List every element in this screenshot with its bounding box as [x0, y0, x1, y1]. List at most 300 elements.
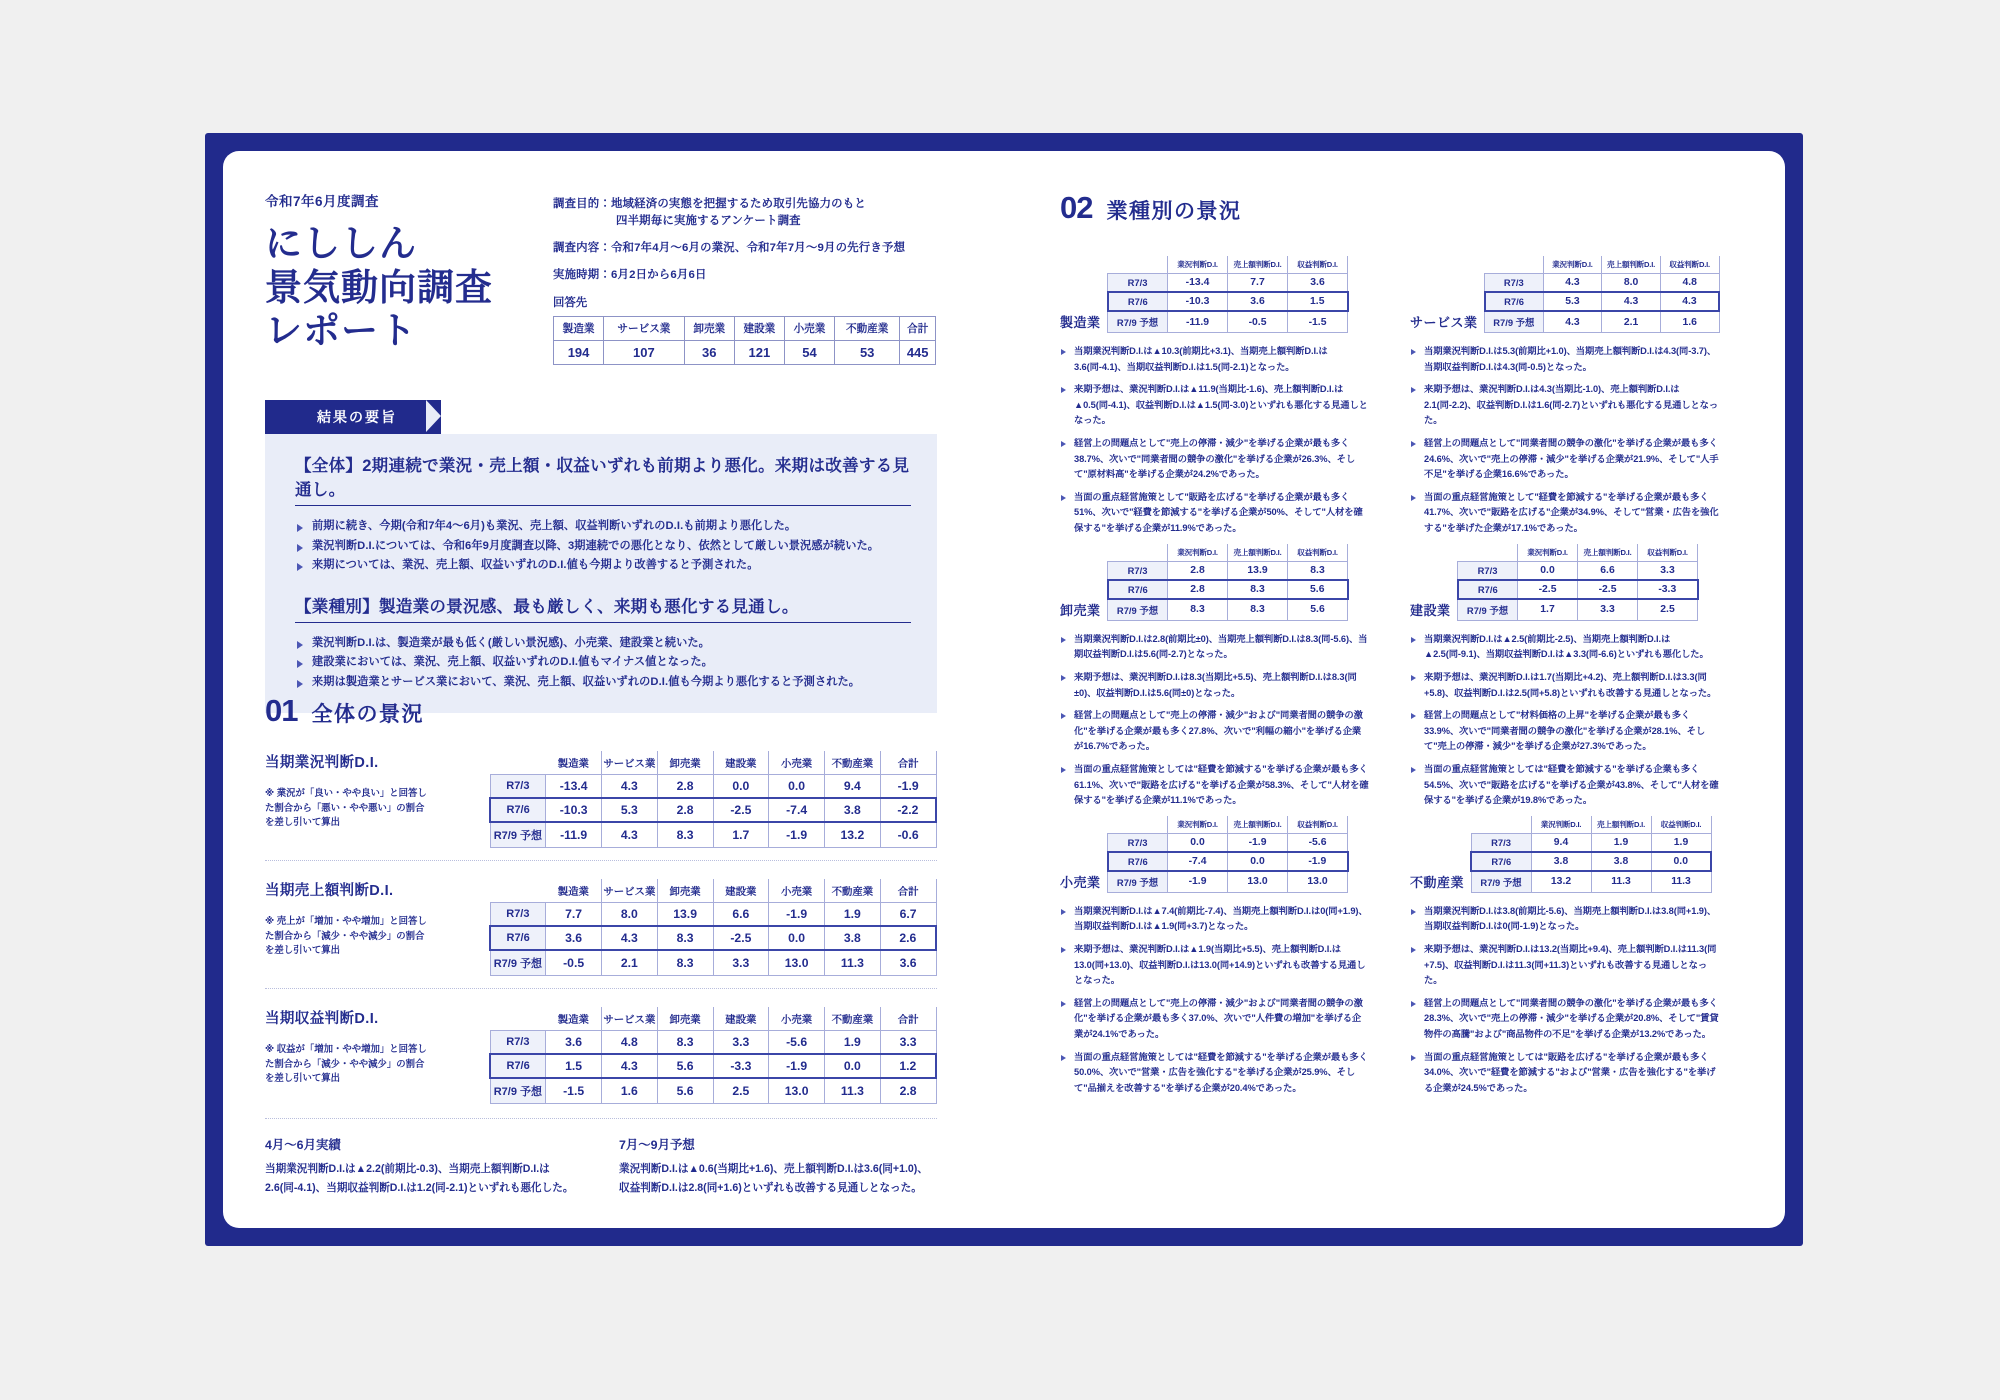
respondents-header-cell: 建設業 — [734, 317, 784, 341]
commentary-actual-heading: 4月～6月実績 — [265, 1138, 341, 1152]
industry-row-label: R7/3 — [1458, 561, 1518, 580]
industry-column-header: 収益判断D.I. — [1660, 256, 1719, 274]
industry-bullet: 当期業況判断D.I.は▲10.3(前期比+3.1)、当期売上額判断D.I.は3.6(同-4.1)、当期収益判断D.I.は1.5(同-2.1)となった。 — [1060, 344, 1370, 375]
di-row — [490, 1054, 936, 1078]
di-row-label: R7/6 — [490, 1054, 546, 1078]
industry-cell: 9.4 — [1531, 833, 1591, 852]
industry-cell: -0.5 — [1228, 311, 1288, 333]
di-cell: 8.3 — [657, 822, 713, 848]
industry-table — [1107, 816, 1349, 893]
summary-ribbon-label: 結果の要旨 — [265, 400, 441, 434]
di-column-header: 小売業 — [769, 1007, 825, 1031]
industry-row-label: R7/6 — [1108, 852, 1168, 871]
di-cell: -1.9 — [769, 822, 825, 848]
di-row — [490, 950, 936, 976]
industry-cell: 6.6 — [1578, 561, 1638, 580]
di-cell: 3.8 — [825, 798, 881, 822]
di-cell: 8.3 — [657, 926, 713, 950]
respondents-value-cell: 194 — [554, 341, 604, 365]
di-cell: 0.0 — [769, 926, 825, 950]
industry-header-row — [1410, 816, 1720, 893]
industry-column-header: 業況判断D.I. — [1518, 544, 1578, 562]
industry-header-row — [1410, 544, 1720, 621]
respondents-header-row — [554, 317, 936, 341]
di-cell: 0.0 — [769, 775, 825, 799]
summary-bullet: 来期については、業況、売上額、収益いずれのD.I.値も今期より改善すると予測された。 — [295, 556, 911, 576]
industry-cell: 0.0 — [1518, 561, 1578, 580]
industry-bullet: 当面の重点経営施策としては"経費を節減する"を挙げる企業が最も多く61.1%、次いで"販路を広げる"を挙げる企業が58.3%、そして"人材を確保する"を挙げる企業が11.1%であった。 — [1060, 762, 1370, 809]
industry-header-cells — [1458, 544, 1698, 562]
summary-bullets-byindustry — [295, 634, 911, 693]
di-row — [490, 822, 936, 848]
di-column-header: 製造業 — [546, 751, 602, 775]
industry-cell: -3.3 — [1638, 580, 1698, 599]
industry-row — [1458, 599, 1698, 621]
industry-column-header: 業況判断D.I. — [1168, 256, 1228, 274]
industry-header-cells — [1485, 256, 1719, 274]
report-title-line3: レポート — [265, 310, 417, 352]
respondents-header-cell: サービス業 — [604, 317, 685, 341]
di-cell: 1.2 — [880, 1054, 936, 1078]
di-column-header: 合計 — [880, 1007, 936, 1031]
industry-cell: 0.0 — [1168, 833, 1228, 852]
industry-cell: -1.9 — [1288, 852, 1348, 871]
industry-block — [1410, 544, 1720, 816]
di-column-header: 卸売業 — [657, 1007, 713, 1031]
industry-cell: 4.3 — [1660, 292, 1719, 311]
industry-row — [1108, 292, 1348, 311]
industry-cell: 13.0 — [1228, 871, 1288, 893]
di-cell: 13.0 — [769, 950, 825, 976]
industry-cell: 4.3 — [1543, 311, 1602, 333]
di-cell: 5.6 — [657, 1078, 713, 1104]
industry-row-label: R7/9 予想 — [1108, 599, 1168, 621]
commentary-forecast-body: 業況判断D.I.は▲0.6(当期比+1.6)、売上額判断D.I.は3.6(同+1.0)、収益判断D.I.は2.8(同+1.6)といずれも改善する見通しとなった。 — [619, 1163, 928, 1194]
di-cell: 0.0 — [825, 1054, 881, 1078]
industry-table — [1107, 544, 1349, 621]
industry-corner-cell — [1471, 816, 1531, 834]
industry-block — [1410, 816, 1720, 1104]
di-cell: 8.0 — [602, 903, 658, 927]
industry-cell: 3.3 — [1578, 599, 1638, 621]
summary-box — [265, 434, 937, 713]
di-cell: 5.3 — [602, 798, 658, 822]
di-cell: -3.3 — [713, 1054, 769, 1078]
industry-table — [1470, 816, 1712, 893]
industry-column-header: 業況判断D.I. — [1531, 816, 1591, 834]
di-column-header: 合計 — [880, 751, 936, 775]
industry-block — [1060, 544, 1370, 816]
industry-row — [1485, 274, 1719, 293]
industry-cell: -11.9 — [1168, 311, 1228, 333]
di-row-label: R7/3 — [490, 1031, 546, 1055]
di-cell: 3.6 — [880, 950, 936, 976]
industry-name: サービス業 — [1410, 315, 1478, 330]
di-tables-container — [265, 751, 937, 1104]
respondents-header-cell: 製造業 — [554, 317, 604, 341]
industry-column-header: 売上額判断D.I. — [1578, 544, 1638, 562]
industry-bullet: 来期予想は、業況判断D.I.は▲1.9(当期比+5.5)、売上額判断D.I.は13.0(同+13.0)、収益判断D.I.は13.0(同+14.9)といずれも改善する見通しとなった。 — [1060, 942, 1370, 989]
respondents-value-cell: 54 — [784, 341, 834, 365]
industry-bullet: 経営上の問題点として"売上の停滞・減少"を挙げる企業が最も多く38.7%、次いで"同業者間の競争の激化"を挙げる企業が26.3%、そして"原材料高"を挙げる企業が24.2%であった。 — [1060, 436, 1370, 483]
section-01 — [265, 693, 937, 1197]
di-table-note: ※ 業況が「良い・やや良い」と回答した割合から「悪い・やや悪い」の割合を差し引いて算出 — [265, 787, 427, 828]
respondents-value-cell: 121 — [734, 341, 784, 365]
commentary-forecast-heading: 7月～9月予想 — [619, 1138, 695, 1152]
industry-row-label: R7/3 — [1108, 561, 1168, 580]
section-01-number: 01 — [265, 693, 298, 728]
di-column-header: サービス業 — [602, 1007, 658, 1031]
industry-column-header: 収益判断D.I. — [1638, 544, 1698, 562]
industry-cell: -1.5 — [1288, 311, 1348, 333]
industry-row — [1108, 561, 1348, 580]
industry-header-row — [1060, 816, 1370, 893]
divider-dotted — [265, 860, 937, 861]
di-cell: -13.4 — [546, 775, 602, 799]
industry-bullet: 来期予想は、業況判断D.I.は1.7(当期比+4.2)、売上額判断D.I.は3.3(同+5.8)、収益判断D.I.は2.5(同+5.8)といずれも改善する見通しとなった。 — [1410, 670, 1720, 701]
industry-cell: 8.0 — [1602, 274, 1661, 293]
industry-header-row — [1410, 256, 1720, 333]
di-cell: 3.8 — [825, 926, 881, 950]
industry-corner-cell — [1108, 544, 1168, 562]
industry-header-cells — [1108, 544, 1348, 562]
industry-bullet: 経営上の問題点として"同業者間の競争の激化"を挙げる企業が最も多く28.3%、次いで"売上の停滞・減少"を挙げる企業が20.8%、そして"賃貸物件の高騰"および"商品物件の不足"を挙げる企業が13.2%であった。 — [1410, 996, 1720, 1043]
di-cell: 4.3 — [602, 1054, 658, 1078]
di-cell: 1.9 — [825, 903, 881, 927]
industry-cell: -10.3 — [1168, 292, 1228, 311]
industry-cell: 8.3 — [1168, 599, 1228, 621]
industry-name: 小売業 — [1060, 874, 1101, 890]
industry-column-header: 収益判断D.I. — [1651, 816, 1711, 834]
industry-grid — [1060, 256, 1720, 1104]
industry-row — [1471, 852, 1711, 871]
industry-name: 卸売業 — [1060, 602, 1101, 618]
summary-bullet: 来期は製造業とサービス業において、業況、売上額、収益いずれのD.I.値も今期より悪化すると予測された。 — [295, 673, 911, 693]
di-cell: 2.8 — [657, 775, 713, 799]
survey-purpose-cont: 四半期毎に実施するアンケート調査 — [616, 215, 801, 228]
industry-cell: 1.9 — [1591, 833, 1651, 852]
di-row — [490, 903, 936, 927]
industry-cell: -5.6 — [1288, 833, 1348, 852]
industry-cell: 0.0 — [1651, 852, 1711, 871]
di-cell: 1.6 — [602, 1078, 658, 1104]
respondents-header-cell: 合計 — [900, 317, 936, 341]
respondents-label: 回答先 — [553, 297, 588, 310]
industry-column-header: 収益判断D.I. — [1288, 544, 1348, 562]
industry-bullet: 当期業況判断D.I.は▲7.4(前期比-7.4)、当期売上額判断D.I.は0(同+1.9)、当期収益判断D.I.は▲1.9(同+3.7)となった。 — [1060, 904, 1370, 935]
industry-row-label: R7/3 — [1108, 274, 1168, 293]
industry-row — [1471, 833, 1711, 852]
industry-column-header: 売上額判断D.I. — [1602, 256, 1661, 274]
di-cell: 1.7 — [713, 822, 769, 848]
survey-purpose-text: 調査目的：地域経済の実態を把握するため取引先協力のもと — [553, 198, 866, 210]
industry-cell: -1.9 — [1168, 871, 1228, 893]
industry-cell: 5.3 — [1543, 292, 1602, 311]
industry-cell: 1.6 — [1660, 311, 1719, 333]
di-cell: 13.2 — [825, 822, 881, 848]
di-cell: 3.3 — [713, 1031, 769, 1055]
di-cell: 11.3 — [825, 950, 881, 976]
di-row — [490, 775, 936, 799]
di-column-header: 不動産業 — [825, 1007, 881, 1031]
respondents-header-cell: 小売業 — [784, 317, 834, 341]
di-column-header: 建設業 — [713, 879, 769, 903]
industry-cell: 3.6 — [1288, 274, 1348, 293]
industry-cell: 3.3 — [1638, 561, 1698, 580]
industry-row — [1485, 311, 1719, 333]
di-cell: -0.5 — [546, 950, 602, 976]
summary-bullet: 業況判断D.I.は、製造業が最も低く(厳しい景況感)、小売業、建設業と続いた。 — [295, 634, 911, 654]
industry-bullet: 来期予想は、業況判断D.I.は4.3(当期比-1.0)、売上額判断D.I.は2.1(同-2.2)、収益判断D.I.は1.6(同-2.7)といずれも悪化する見通しとなった。 — [1410, 382, 1720, 429]
industry-column-header: 売上額判断D.I. — [1228, 544, 1288, 562]
di-table-note: ※ 収益が「増加・やや増加」と回答した割合から「減少・やや減少」の割合を差し引いて算出 — [265, 1043, 427, 1084]
di-cell: -1.9 — [769, 903, 825, 927]
industry-name: 製造業 — [1060, 315, 1101, 330]
di-cell: 9.4 — [825, 775, 881, 799]
di-cell: 2.8 — [657, 798, 713, 822]
industry-column-header: 業況判断D.I. — [1543, 256, 1602, 274]
industry-cell: 13.0 — [1288, 871, 1348, 893]
di-table — [489, 879, 937, 976]
di-column-header: 建設業 — [713, 1007, 769, 1031]
industry-column-header: 売上額判断D.I. — [1228, 256, 1288, 274]
di-cell: 4.8 — [602, 1031, 658, 1055]
industry-row — [1108, 871, 1348, 893]
summary-heading-overall: 【全体】2期連続で業況・売上額・収益いずれも前期より悪化。来期は改善する見通し。 — [295, 452, 911, 506]
di-corner-cell — [490, 751, 546, 775]
di-cell: 5.6 — [657, 1054, 713, 1078]
di-column-header: 卸売業 — [657, 879, 713, 903]
industry-row — [1458, 580, 1698, 599]
di-cell: -7.4 — [769, 798, 825, 822]
di-cell: 6.7 — [880, 903, 936, 927]
industry-bullets — [1060, 904, 1370, 1097]
di-cell: 7.7 — [546, 903, 602, 927]
di-column-header: 合計 — [880, 879, 936, 903]
commentary-actual — [265, 1135, 583, 1197]
respondents-header-cell: 卸売業 — [684, 317, 734, 341]
di-cell: 1.9 — [825, 1031, 881, 1055]
summary-heading-byindustry: 【業種別】製造業の景況感、最も厳しく、来期も悪化する見通し。 — [295, 593, 911, 623]
di-row-label: R7/3 — [490, 775, 546, 799]
industry-cell: -2.5 — [1518, 580, 1578, 599]
di-column-header: 製造業 — [546, 1007, 602, 1031]
di-table-note: ※ 売上が「増加・やや増加」と回答した割合から「減少・やや減少」の割合を差し引いて算出 — [265, 915, 427, 956]
di-column-header: 小売業 — [769, 751, 825, 775]
di-cell: -1.9 — [880, 775, 936, 799]
industry-row-label: R7/9 予想 — [1108, 311, 1168, 333]
respondents-value-row — [554, 341, 936, 365]
industry-row — [1108, 311, 1348, 333]
industry-cell: 5.6 — [1288, 599, 1348, 621]
di-header-row — [490, 751, 936, 775]
summary-bullet: 業況判断D.I.については、令和6年9月度調査以降、3期連続での悪化となり、依然として厳しい景況感が続いた。 — [295, 537, 911, 557]
industry-bullet: 経営上の問題点として"同業者間の競争の激化"を挙げる企業が最も多く24.6%、次いで"売上の停滞・減少"を挙げる企業が21.9%、そして"人手不足"を挙げる企業16.6%であった。 — [1410, 436, 1720, 483]
section-02-number: 02 — [1060, 190, 1093, 225]
industry-cell: -2.5 — [1578, 580, 1638, 599]
industry-row-label: R7/9 予想 — [1485, 311, 1544, 333]
industry-column-header: 収益判断D.I. — [1288, 256, 1348, 274]
survey-meta-block — [553, 196, 938, 365]
industry-bullet: 当面の重点経営施策として"販路を広げる"を挙げる企業が最も多く51%、次いで"経費を節減する"を挙げる企業が50%、そして"人材を確保する"を挙げる企業が11.9%であった。 — [1060, 490, 1370, 537]
industry-cell: -13.4 — [1168, 274, 1228, 293]
industry-cell: 8.3 — [1288, 561, 1348, 580]
di-cell: 11.3 — [825, 1078, 881, 1104]
di-column-header: サービス業 — [602, 879, 658, 903]
divider-dotted — [265, 1118, 937, 1119]
di-cell: 4.3 — [602, 822, 658, 848]
di-column-header: 卸売業 — [657, 751, 713, 775]
di-cell: 2.1 — [602, 950, 658, 976]
di-column-header: 不動産業 — [825, 879, 881, 903]
industry-cell: 4.8 — [1660, 274, 1719, 293]
industry-row-label: R7/9 予想 — [1458, 599, 1518, 621]
di-column-header: 建設業 — [713, 751, 769, 775]
industry-bullets — [1410, 632, 1720, 809]
industry-corner-cell — [1108, 816, 1168, 834]
di-row — [490, 798, 936, 822]
di-row-label: R7/9 予想 — [490, 822, 546, 848]
di-cell: 2.6 — [880, 926, 936, 950]
respondents-table — [553, 316, 936, 365]
industry-bullet: 当面の重点経営施策としては"経費を節減する"を挙げる企業が最も多く50.0%、次いで"営業・広告を強化する"を挙げる企業が25.9%、そして"品揃えを改善する"を挙げる企業が20.4%であった。 — [1060, 1050, 1370, 1097]
di-column-header: 小売業 — [769, 879, 825, 903]
industry-bullet: 当期業況判断D.I.は5.3(前期比+1.0)、当期売上額判断D.I.は4.3(同-3.7)、当期収益判断D.I.は4.3(同-0.5)となった。 — [1410, 344, 1720, 375]
industry-row — [1471, 871, 1711, 893]
survey-content: 調査内容：令和7年4月～6月の業況、令和7年7月～9月の先行き予想 — [553, 242, 906, 255]
industry-row-label: R7/3 — [1485, 274, 1544, 293]
di-row-label: R7/9 予想 — [490, 950, 546, 976]
industry-row — [1108, 274, 1348, 293]
industry-bullet: 来期予想は、業況判断D.I.は▲11.9(当期比-1.6)、売上額判断D.I.は▲0.5(同-4.1)、収益判断D.I.は▲1.5(同-3.0)といずれも悪化する見通しとなった。 — [1060, 382, 1370, 429]
right-column — [1060, 190, 1720, 1104]
summary-bullets-overall — [295, 517, 911, 576]
industry-row-label: R7/6 — [1471, 852, 1531, 871]
industry-row — [1485, 292, 1719, 311]
industry-column-header: 業況判断D.I. — [1168, 544, 1228, 562]
di-table — [489, 1007, 937, 1104]
industry-bullet: 来期予想は、業況判断D.I.は8.3(当期比+5.5)、売上額判断D.I.は8.3(同±0)、収益判断D.I.は5.6(同±0)となった。 — [1060, 670, 1370, 701]
industry-bullet: 当期業況判断D.I.は3.8(前期比-5.6)、当期売上額判断D.I.は3.8(同+1.9)、当期収益判断D.I.は0(同-1.9)となった。 — [1410, 904, 1720, 935]
industry-row-label: R7/6 — [1108, 580, 1168, 599]
industry-header-row — [1060, 544, 1370, 621]
summary-section — [265, 400, 937, 713]
industry-row-label: R7/6 — [1485, 292, 1544, 311]
di-column-header: サービス業 — [602, 751, 658, 775]
industry-cell: 13.9 — [1228, 561, 1288, 580]
divider-dotted — [265, 988, 937, 989]
industry-cell: 8.3 — [1228, 599, 1288, 621]
di-cell: 8.3 — [657, 950, 713, 976]
commentary-actual-body: 当期業況判断D.I.は▲2.2(前期比-0.3)、当期売上額判断D.I.は2.6(同-4.1)、当期収益判断D.I.は1.2(同-2.1)といずれも悪化した。 — [265, 1163, 574, 1194]
industry-cell: 2.1 — [1602, 311, 1661, 333]
industry-cell: 2.5 — [1638, 599, 1698, 621]
di-row — [490, 1078, 936, 1104]
di-corner-cell — [490, 879, 546, 903]
industry-bullets — [1060, 632, 1370, 809]
period-commentary — [265, 1135, 937, 1197]
di-cell: 3.6 — [546, 926, 602, 950]
industry-cell: 1.5 — [1288, 292, 1348, 311]
industry-header-cells — [1108, 816, 1348, 834]
section-01-heading — [265, 693, 937, 729]
industry-row — [1458, 561, 1698, 580]
industry-name: 建設業 — [1410, 602, 1451, 618]
di-cell: -2.5 — [713, 798, 769, 822]
industry-bullet: 当面の重点経営施策としては"販路を広げる"を挙げる企業が最も多く34.0%、次いで"経費を節減する"および"営業・広告を強化する"を挙げる企業が24.5%であった。 — [1410, 1050, 1720, 1097]
di-cell: -5.6 — [769, 1031, 825, 1055]
industry-cell: 1.9 — [1651, 833, 1711, 852]
respondents-value-cell: 107 — [604, 341, 685, 365]
industry-cell: 5.6 — [1288, 580, 1348, 599]
industry-bullet: 当面の重点経営施策として"経費を節減する"を挙げる企業が最も多く41.7%、次いで"販路を広げる"企業が34.9%、そして"営業・広告を強化する"を挙げた企業が17.1%であった。 — [1410, 490, 1720, 537]
industry-row-label: R7/6 — [1458, 580, 1518, 599]
di-cell: 13.9 — [657, 903, 713, 927]
di-cell: -1.9 — [769, 1054, 825, 1078]
industry-bullets — [1410, 344, 1720, 537]
di-row-label: R7/9 予想 — [490, 1078, 546, 1104]
industry-row — [1108, 833, 1348, 852]
industry-column-header: 売上額判断D.I. — [1228, 816, 1288, 834]
di-cell: -10.3 — [546, 798, 602, 822]
di-cell: 0.0 — [713, 775, 769, 799]
industry-cell: 7.7 — [1228, 274, 1288, 293]
di-cell: 6.6 — [713, 903, 769, 927]
commentary-forecast — [619, 1135, 937, 1197]
industry-cell: 2.8 — [1168, 580, 1228, 599]
industry-cell: 4.3 — [1543, 274, 1602, 293]
di-table-title: 当期業況判断D.I. — [265, 755, 379, 771]
industry-bullet: 経営上の問題点として"売上の停滞・減少"および"同業者間の競争の激化"を挙げる企業が最も多く37.0%、次いで"人件費の増加"を挙げる企業が24.1%であった。 — [1060, 996, 1370, 1043]
di-column-header: 製造業 — [546, 879, 602, 903]
industry-row-label: R7/6 — [1108, 292, 1168, 311]
industry-bullet: 経営上の問題点として"売上の停滞・減少"および"同業者間の競争の激化"を挙げる企業が最も多く27.8%、次いで"利幅の縮小"を挙げる企業が16.7%であった。 — [1060, 708, 1370, 755]
report-title-line1: にししん — [265, 223, 417, 264]
di-cell: 3.3 — [880, 1031, 936, 1055]
industry-corner-cell — [1458, 544, 1518, 562]
di-cell: 2.5 — [713, 1078, 769, 1104]
industry-table — [1457, 544, 1699, 621]
industry-bullet: 来期予想は、業況判断D.I.は13.2(当期比+9.4)、売上額判断D.I.は11.3(同+7.5)、収益判断D.I.は11.3(同+11.3)といずれも改善する見通しとなった。 — [1410, 942, 1720, 989]
industry-name: 不動産業 — [1410, 874, 1465, 890]
di-header-row — [490, 1007, 936, 1031]
di-row — [490, 926, 936, 950]
di-header-row — [490, 879, 936, 903]
industry-cell: 3.8 — [1531, 852, 1591, 871]
industry-cell: -7.4 — [1168, 852, 1228, 871]
industry-row-label: R7/9 予想 — [1471, 871, 1531, 893]
industry-column-header: 収益判断D.I. — [1288, 816, 1348, 834]
di-corner-cell — [490, 1007, 546, 1031]
industry-block — [1060, 256, 1370, 544]
industry-block — [1060, 816, 1370, 1104]
industry-cell: 1.7 — [1518, 599, 1578, 621]
di-cell: 2.8 — [880, 1078, 936, 1104]
industry-bullets — [1060, 344, 1370, 537]
section-02-heading — [1060, 190, 1720, 226]
industry-cell: 13.2 — [1531, 871, 1591, 893]
di-table-title: 当期売上額判断D.I. — [265, 883, 394, 899]
di-cell: 4.3 — [602, 926, 658, 950]
industry-cell: 3.6 — [1228, 292, 1288, 311]
industry-cell: 2.8 — [1168, 561, 1228, 580]
industry-bullets — [1410, 904, 1720, 1097]
industry-row — [1108, 580, 1348, 599]
di-table-block — [265, 1007, 937, 1104]
industry-cell: 11.3 — [1651, 871, 1711, 893]
industry-row — [1108, 852, 1348, 871]
industry-cell: 8.3 — [1228, 580, 1288, 599]
